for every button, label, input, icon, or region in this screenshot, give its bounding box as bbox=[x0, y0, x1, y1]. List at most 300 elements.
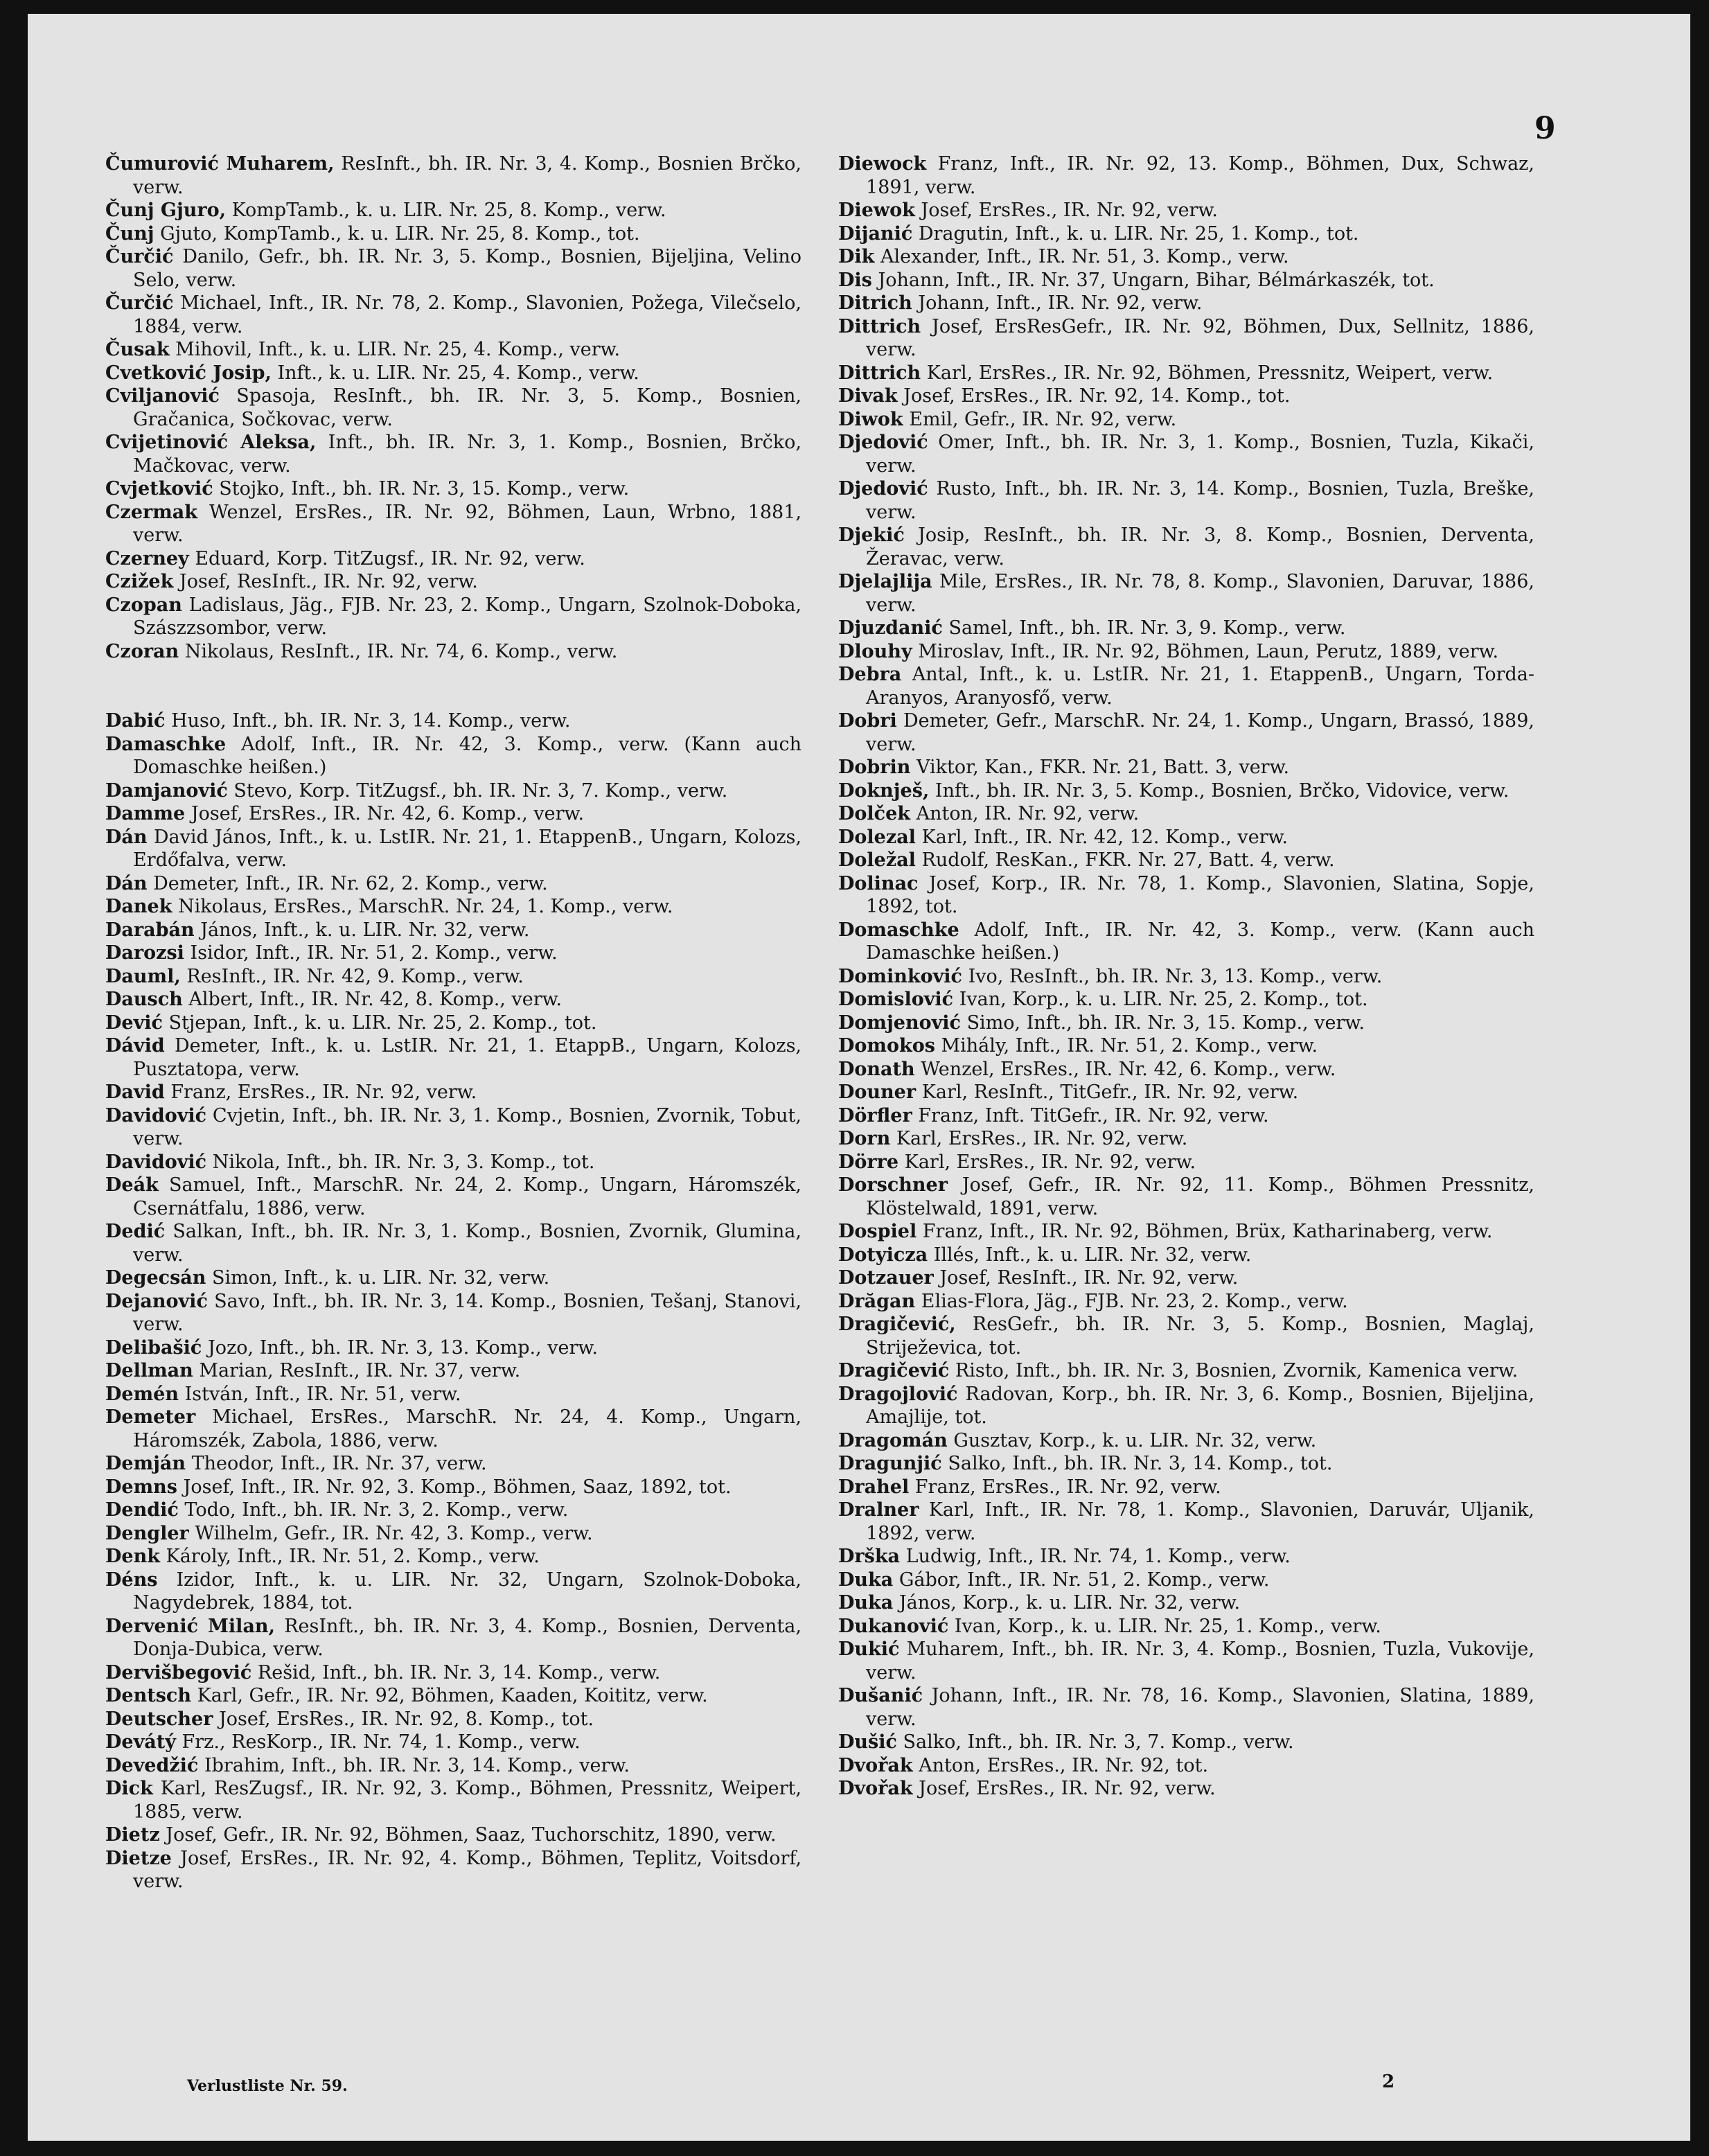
left-column bbox=[105, 152, 802, 1893]
entry-name: Demeter bbox=[105, 1406, 196, 1428]
list-entry bbox=[105, 1081, 802, 1104]
list-entry bbox=[105, 199, 802, 222]
entry-details: Risto, Inft., bh. IR. Nr. 3, Bosnien, Zvornik, Kamenica verw. bbox=[955, 1360, 1518, 1381]
list-entry bbox=[838, 1476, 1534, 1499]
list-entry bbox=[838, 779, 1534, 803]
right-column-entries bbox=[838, 152, 1534, 1801]
entry-details: David János, Inft., k. u. LstIR. Nr. 21, 1. EtappenB., Ungarn, Kolozs, Erdőfalva, verw. bbox=[133, 826, 802, 871]
list-entry bbox=[105, 1684, 802, 1708]
entry-name: Dijanić bbox=[838, 222, 913, 245]
entry-details: Josef, ErsRes., IR. Nr. 92, 8. Komp., tot. bbox=[218, 1708, 594, 1730]
entry-details: Frz., ResKorp., IR. Nr. 74, 1. Komp., verw. bbox=[181, 1731, 581, 1753]
entry-details: Wilhelm, Gefr., IR. Nr. 42, 3. Komp., verw. bbox=[195, 1522, 593, 1544]
entry-details: Eduard, Korp. TitZugsf., IR. Nr. 92, verw. bbox=[195, 547, 585, 569]
entry-details: Demeter, Inft., IR. Nr. 62, 2. Komp., verw. bbox=[153, 872, 548, 894]
entry-details: Demeter, Inft., k. u. LstIR. Nr. 21, 1. EtappB., Ungarn, Kolozs, Pusztatopa, verw. bbox=[133, 1035, 802, 1080]
entry-details: János, Korp., k. u. LIR. Nr. 32, verw. bbox=[898, 1592, 1241, 1614]
entry-details: Inft., k. u. LIR. Nr. 25, 4. Komp., verw. bbox=[277, 362, 639, 384]
entry-name: Dević bbox=[105, 1011, 163, 1034]
entry-details: Samel, Inft., bh. IR. Nr. 3, 9. Komp., verw. bbox=[948, 617, 1346, 639]
entry-name: Čurčić bbox=[105, 292, 174, 314]
entry-details: Nikolaus, ErsRes., MarschR. Nr. 24, 1. Komp., verw. bbox=[178, 896, 673, 917]
list-entry bbox=[838, 1104, 1534, 1128]
entry-details: Karl, ErsRes., IR. Nr. 92, Böhmen, Pressnitz, Weipert, verw. bbox=[926, 362, 1494, 384]
entry-details: Karl, ResZugsf., IR. Nr. 92, 3. Komp., Böhmen, Pressnitz, Weipert, 1885, verw. bbox=[133, 1778, 802, 1823]
list-entry bbox=[105, 1476, 802, 1499]
entry-name: Demén bbox=[105, 1383, 179, 1405]
list-entry bbox=[105, 385, 802, 431]
entry-details: Josef, ErsRes., IR. Nr. 42, 6. Komp., verw. bbox=[191, 803, 585, 824]
entry-details: Simo, Inft., bh. IR. Nr. 3, 15. Komp., verw. bbox=[966, 1011, 1365, 1034]
entry-name: Dengler bbox=[105, 1522, 189, 1544]
entry-details: Josef, ErsResGefr., IR. Nr. 92, Böhmen, Dux, Sellnitz, 1886, verw. bbox=[866, 315, 1534, 360]
entry-details: Simon, Inft., k. u. LIR. Nr. 32, verw. bbox=[212, 1267, 550, 1289]
list-entry bbox=[838, 919, 1534, 965]
entry-details: Emil, Gefr., IR. Nr. 92, verw. bbox=[909, 408, 1177, 430]
entry-details: Ladislaus, Jäg., FJB. Nr. 23, 2. Komp., Ungarn, Szolnok-Doboka, Szászzsombor, verw. bbox=[133, 594, 802, 639]
entry-details: Josef, Inft., IR. Nr. 92, 3. Komp., Böhmen, Saaz, 1892, tot. bbox=[183, 1476, 732, 1498]
entry-details: Inft., bh. IR. Nr. 3, 1. Komp., Bosnien, Brčko, Mačkovac, verw. bbox=[133, 432, 802, 477]
entry-name: Dedić bbox=[105, 1221, 166, 1242]
list-entry bbox=[105, 1615, 802, 1661]
list-entry bbox=[838, 1638, 1534, 1684]
list-entry bbox=[838, 756, 1534, 779]
list-entry bbox=[838, 1290, 1534, 1314]
list-entry bbox=[105, 802, 802, 826]
entry-name: Dán bbox=[105, 872, 148, 894]
entry-name: Dominković bbox=[838, 965, 962, 987]
entry-name: Dolinac bbox=[838, 872, 919, 894]
list-entry bbox=[105, 895, 802, 919]
entry-name: Degecsán bbox=[105, 1267, 206, 1289]
entry-name: Dragunjić bbox=[838, 1453, 942, 1474]
entry-details: Salko, Inft., bh. IR. Nr. 3, 14. Komp., tot. bbox=[948, 1453, 1333, 1474]
entry-name: Diewock bbox=[838, 153, 927, 175]
entry-details: Todo, Inft., bh. IR. Nr. 3, 2. Komp., verw. bbox=[184, 1499, 569, 1521]
entry-name: Doležal bbox=[838, 849, 916, 871]
entry-name: Dralner bbox=[838, 1499, 919, 1521]
entry-name: Dolček bbox=[838, 803, 911, 824]
entry-details: Muharem, Inft., bh. IR. Nr. 3, 4. Komp., Bosnien, Tuzla, Vukovije, verw. bbox=[866, 1638, 1534, 1684]
list-entry bbox=[105, 594, 802, 640]
page bbox=[28, 14, 1690, 2141]
entry-name: Danek bbox=[105, 896, 172, 917]
signature-mark: 2 bbox=[1382, 2071, 1395, 2092]
entry-name: Devedžić bbox=[105, 1754, 199, 1776]
entry-name: Dittrich bbox=[838, 315, 921, 337]
list-entry bbox=[838, 245, 1534, 269]
entry-name: Čumurović Muharem, bbox=[105, 153, 335, 175]
entry-details: Rešid, Inft., bh. IR. Nr. 3, 14. Komp., verw. bbox=[257, 1661, 661, 1684]
list-entry bbox=[838, 709, 1534, 756]
entry-details: Omer, Inft., bh. IR. Nr. 3, 1. Komp., Bosnien, Tuzla, Kikači, verw. bbox=[866, 432, 1534, 477]
entry-name: Djekić bbox=[838, 524, 905, 546]
right-column bbox=[838, 152, 1534, 1801]
entry-name: Dietze bbox=[105, 1847, 172, 1869]
entry-details: Anton, IR. Nr. 92, verw. bbox=[916, 803, 1140, 824]
entry-name: Dragičević bbox=[838, 1360, 950, 1381]
entry-details: Albert, Inft., IR. Nr. 42, 8. Komp., verw. bbox=[188, 989, 563, 1010]
list-entry bbox=[838, 1058, 1534, 1081]
entry-name: Dlouhy bbox=[838, 640, 912, 662]
list-entry bbox=[838, 524, 1534, 570]
list-entry bbox=[105, 1569, 802, 1615]
entry-name: Dörfler bbox=[838, 1104, 912, 1126]
list-entry bbox=[838, 1011, 1534, 1035]
entry-name: Čusak bbox=[105, 339, 170, 360]
entry-name: Dvořak bbox=[838, 1778, 913, 1799]
list-entry bbox=[105, 1174, 802, 1220]
entry-details: ResGefr., bh. IR. Nr. 3, 5. Komp., Bosnien, Maglaj, Striježevica, tot. bbox=[866, 1314, 1534, 1359]
list-entry bbox=[105, 965, 802, 989]
entry-details: Josef, ErsRes., IR. Nr. 92, verw. bbox=[921, 200, 1218, 221]
list-entry bbox=[838, 1591, 1534, 1615]
entry-name: Dietz bbox=[105, 1824, 160, 1846]
list-entry bbox=[838, 1383, 1534, 1429]
list-entry bbox=[105, 338, 802, 362]
entry-details: Samuel, Inft., MarschR. Nr. 24, 2. Komp., Ungarn, Háromszék, Csernátfalu, 1886, verw. bbox=[133, 1174, 802, 1219]
list-entry bbox=[838, 292, 1534, 315]
entry-name: David bbox=[105, 1081, 165, 1103]
list-entry bbox=[838, 988, 1534, 1011]
entry-name: Dobri bbox=[838, 710, 897, 732]
list-entry bbox=[838, 1266, 1534, 1290]
entry-name: Dragomán bbox=[838, 1429, 948, 1451]
entry-details: Franz, ErsRes., IR. Nr. 92, verw. bbox=[170, 1081, 477, 1103]
list-entry bbox=[838, 1174, 1534, 1220]
entry-name: Dabić bbox=[105, 710, 166, 732]
list-entry bbox=[105, 1777, 802, 1823]
entry-details: Adolf, Inft., IR. Nr. 42, 3. Komp., verw. (Kann auch Damaschke heißen.) bbox=[866, 919, 1534, 964]
entry-name: Dospiel bbox=[838, 1221, 917, 1242]
list-entry bbox=[838, 1429, 1534, 1453]
entry-name: Dis bbox=[838, 269, 872, 291]
list-entry bbox=[105, 1011, 802, 1035]
entry-details: Josef, Gefr., IR. Nr. 92, 11. Komp., Böhmen Pressnitz, Klöstelwald, 1891, verw. bbox=[866, 1174, 1535, 1219]
entry-details: Karl, Gefr., IR. Nr. 92, Böhmen, Kaaden, Koititz, verw. bbox=[197, 1685, 708, 1706]
list-entry bbox=[838, 1684, 1534, 1731]
entry-details: Franz, Inft. TitGefr., IR. Nr. 92, verw. bbox=[918, 1104, 1269, 1126]
list-entry bbox=[105, 222, 802, 246]
entry-details: Josef, ErsRes., IR. Nr. 92, 4. Komp., Böhmen, Teplitz, Voitsdorf, verw. bbox=[133, 1847, 802, 1892]
list-entry bbox=[105, 431, 802, 477]
entry-name: Donath bbox=[838, 1058, 915, 1080]
entry-name: Diwok bbox=[838, 408, 903, 430]
entry-name: Dorschner bbox=[838, 1174, 948, 1196]
list-entry bbox=[105, 1336, 802, 1360]
entry-name: Dolezal bbox=[838, 826, 916, 848]
entry-details: Karl, Inft., IR. Nr. 78, 1. Komp., Slavonien, Daruvár, Uljanik, 1892, verw. bbox=[866, 1499, 1534, 1544]
entry-details: Izidor, Inft., k. u. LIR. Nr. 32, Ungarn, Szolnok-Doboka, Nagydebrek, 1884, tot. bbox=[133, 1569, 802, 1614]
list-entry bbox=[105, 501, 802, 547]
entry-name: Dittrich bbox=[838, 362, 921, 384]
entry-details: Nikolaus, ResInft., IR. Nr. 74, 6. Komp., verw. bbox=[184, 640, 618, 662]
entry-name: Dick bbox=[105, 1778, 153, 1799]
entry-details: Wenzel, ErsRes., IR. Nr. 92, Böhmen, Laun, Wrbno, 1881, verw. bbox=[133, 501, 802, 546]
entry-details: Isidor, Inft., IR. Nr. 51, 2. Komp., verw. bbox=[190, 942, 558, 964]
entry-details: Michael, Inft., IR. Nr. 78, 2. Komp., Slavonien, Požega, Vilečselo, 1884, verw. bbox=[133, 292, 802, 337]
entry-name: Domislović bbox=[838, 989, 954, 1010]
entry-details: Rusto, Inft., bh. IR. Nr. 3, 14. Komp., Bosnien, Tuzla, Breške, verw. bbox=[866, 478, 1535, 523]
list-entry bbox=[105, 570, 802, 594]
entry-details: Ivan, Korp., k. u. LIR. Nr. 25, 2. Komp., tot. bbox=[959, 989, 1368, 1010]
entry-name: Czerney bbox=[105, 547, 189, 569]
entry-name: Delibašić bbox=[105, 1336, 202, 1359]
entry-details: Radovan, Korp., bh. IR. Nr. 3, 6. Komp., Bosnien, Bijeljina, Amajlije, tot. bbox=[866, 1383, 1534, 1428]
entry-name: Dušanić bbox=[838, 1685, 923, 1706]
entry-name: Domaschke bbox=[838, 919, 959, 941]
entry-name: Drška bbox=[838, 1546, 901, 1567]
entry-details: Theodor, Inft., IR. Nr. 37, verw. bbox=[191, 1453, 487, 1474]
entry-details: Karl, Inft., IR. Nr. 42, 12. Komp., verw. bbox=[921, 826, 1289, 848]
entry-name: Domokos bbox=[838, 1035, 935, 1057]
list-entry bbox=[838, 362, 1534, 385]
entry-name: Ditrich bbox=[838, 292, 912, 314]
list-entry bbox=[105, 245, 802, 292]
entry-name: Dobrin bbox=[838, 757, 911, 778]
entry-name: Dausch bbox=[105, 989, 183, 1010]
entry-details: ResInft., IR. Nr. 42, 9. Komp., verw. bbox=[186, 965, 524, 987]
list-entry bbox=[838, 477, 1534, 524]
entry-name: Dotzauer bbox=[838, 1267, 934, 1289]
entry-name: Czoran bbox=[105, 640, 179, 662]
entry-name: Devátý bbox=[105, 1731, 176, 1753]
entry-details: Ludwig, Inft., IR. Nr. 74, 1. Komp., verw. bbox=[905, 1546, 1291, 1567]
entry-details: Josef, ErsRes., IR. Nr. 92, verw. bbox=[919, 1778, 1216, 1799]
list-entry bbox=[838, 617, 1534, 640]
entry-details: Cvjetin, Inft., bh. IR. Nr. 3, 1. Komp., Bosnien, Zvornik, Tobut, verw. bbox=[133, 1104, 802, 1149]
entry-details: Marian, ResInft., IR. Nr. 37, verw. bbox=[199, 1360, 521, 1381]
entry-details: Ivo, ResInft., bh. IR. Nr. 3, 13. Komp., verw. bbox=[968, 965, 1383, 987]
entry-details: ResInft., bh. IR. Nr. 3, 4. Komp., Bosnien Brčko, verw. bbox=[133, 153, 802, 198]
list-entry bbox=[838, 1545, 1534, 1569]
entry-name: Davidović bbox=[105, 1104, 207, 1126]
entry-name: Dik bbox=[838, 246, 875, 267]
entry-name: Davidović bbox=[105, 1151, 207, 1173]
entry-name: Czižek bbox=[105, 571, 174, 592]
entry-details: Danilo, Gefr., bh. IR. Nr. 3, 5. Komp., Bosnien, Bijeljina, Velino Selo, verw. bbox=[133, 246, 802, 291]
entry-details: Ibrahim, Inft., bh. IR. Nr. 3, 14. Komp., verw. bbox=[204, 1754, 630, 1776]
entry-details: Wenzel, ErsRes., IR. Nr. 42, 6. Komp., verw. bbox=[921, 1058, 1336, 1080]
list-entry bbox=[105, 1847, 802, 1893]
list-entry bbox=[838, 1452, 1534, 1476]
list-entry bbox=[105, 733, 802, 779]
entry-name: Dervenić Milan, bbox=[105, 1615, 275, 1637]
entry-details: Gábor, Inft., IR. Nr. 51, 2. Komp., verw. bbox=[898, 1569, 1270, 1591]
list-entry bbox=[838, 1569, 1534, 1592]
entry-name: Čurčić bbox=[105, 246, 174, 267]
list-entry bbox=[838, 1151, 1534, 1174]
list-entry bbox=[105, 1290, 802, 1336]
entry-details: Mile, ErsRes., IR. Nr. 78, 8. Komp., Slavonien, Daruvar, 1886, verw. bbox=[866, 571, 1534, 616]
entry-details: Viktor, Kan., FKR. Nr. 21, Batt. 3, verw. bbox=[917, 757, 1290, 778]
entry-name: Dejanović bbox=[105, 1290, 208, 1312]
list-entry bbox=[838, 1081, 1534, 1104]
entry-name: Doknješ, bbox=[838, 779, 930, 802]
list-entry bbox=[105, 477, 802, 501]
entry-name: Cvetković Josip, bbox=[105, 362, 272, 384]
entry-details: Károly, Inft., IR. Nr. 51, 2. Komp., verw. bbox=[166, 1546, 540, 1567]
entry-name: Damjanović bbox=[105, 779, 228, 802]
entry-details: Franz, Inft., IR. Nr. 92, 13. Komp., Böhmen, Dux, Schwaz, 1891, verw. bbox=[866, 153, 1534, 198]
entry-details: Antal, Inft., k. u. LstIR. Nr. 21, 1. EtappenB., Ungarn, Torda-Aranyos, Aranyosfő, verw. bbox=[866, 664, 1534, 709]
list-entry bbox=[838, 199, 1534, 222]
entry-details: Ivan, Korp., k. u. LIR. Nr. 25, 1. Komp., verw. bbox=[954, 1615, 1381, 1637]
entry-details: Johann, Inft., IR. Nr. 92, verw. bbox=[918, 292, 1203, 314]
entry-name: Dán bbox=[105, 826, 148, 848]
entry-details: Anton, ErsRes., IR. Nr. 92, tot. bbox=[919, 1754, 1209, 1776]
entry-name: Deák bbox=[105, 1174, 159, 1196]
entry-details: Illés, Inft., k. u. LIR. Nr. 32, verw. bbox=[933, 1244, 1252, 1266]
list-entry bbox=[838, 315, 1534, 362]
list-entry bbox=[838, 1220, 1534, 1244]
list-entry bbox=[838, 872, 1534, 919]
entry-name: Dukić bbox=[838, 1638, 900, 1660]
entry-details: Alexander, Inft., IR. Nr. 51, 3. Komp., verw. bbox=[880, 246, 1289, 267]
list-entry bbox=[105, 1151, 802, 1174]
entry-details: István, Inft., IR. Nr. 51, verw. bbox=[184, 1383, 461, 1405]
entry-name: Déns bbox=[105, 1569, 158, 1591]
list-entry bbox=[105, 640, 802, 664]
list-entry bbox=[838, 1359, 1534, 1383]
list-entry bbox=[105, 362, 802, 385]
entry-details: Inft., bh. IR. Nr. 3, 5. Komp., Bosnien, Brčko, Vidovice, verw. bbox=[935, 779, 1509, 802]
entry-name: Czopan bbox=[105, 594, 182, 616]
entry-name: Dervišbegović bbox=[105, 1661, 252, 1684]
entry-details: Johann, Inft., IR. Nr. 37, Ungarn, Bihar, Bélmárkaszék, tot. bbox=[878, 269, 1435, 291]
list-entry bbox=[838, 1313, 1534, 1359]
list-entry bbox=[105, 1708, 802, 1731]
entry-name: Djedović bbox=[838, 478, 928, 500]
list-entry bbox=[105, 942, 802, 965]
list-entry bbox=[838, 826, 1534, 849]
entry-name: Dendić bbox=[105, 1499, 179, 1521]
entry-details: Miroslav, Inft., IR. Nr. 92, Böhmen, Laun, Perutz, 1889, verw. bbox=[918, 640, 1499, 662]
list-entry bbox=[105, 292, 802, 338]
entry-details: Salko, Inft., bh. IR. Nr. 3, 7. Komp., verw. bbox=[903, 1731, 1294, 1753]
entry-details: Josef, Korp., IR. Nr. 78, 1. Komp., Slavonien, Slatina, Sopje, 1892, tot. bbox=[866, 872, 1534, 917]
page-number: 9 bbox=[1534, 111, 1556, 146]
entry-details: János, Inft., k. u. LIR. Nr. 32, verw. bbox=[200, 919, 530, 941]
entry-name: Djedović bbox=[838, 432, 928, 453]
list-entry bbox=[838, 1777, 1534, 1801]
list-entry bbox=[105, 988, 802, 1011]
list-entry bbox=[105, 547, 802, 571]
list-entry bbox=[838, 849, 1534, 872]
entry-name: Dotyicza bbox=[838, 1244, 928, 1266]
entry-name: Dušić bbox=[838, 1731, 897, 1753]
footer-list-number: Verlustliste Nr. 59. bbox=[187, 2077, 348, 2095]
entry-details: Dragutin, Inft., k. u. LIR. Nr. 25, 1. Komp., tot. bbox=[918, 222, 1359, 245]
list-entry bbox=[105, 152, 802, 199]
entry-details: Josef, ResInft., IR. Nr. 92, verw. bbox=[939, 1267, 1239, 1289]
entry-name: Dentsch bbox=[105, 1685, 191, 1706]
entry-details: Franz, Inft., IR. Nr. 92, Böhmen, Brüx, Katharinaberg, verw. bbox=[922, 1221, 1493, 1242]
entry-name: Djuzdanić bbox=[838, 617, 943, 639]
list-entry bbox=[105, 1452, 802, 1476]
entry-details: KompTamb., k. u. LIR. Nr. 25, 8. Komp., verw. bbox=[231, 200, 666, 221]
entry-name: Demján bbox=[105, 1453, 186, 1474]
list-entry bbox=[105, 872, 802, 896]
entry-details: Karl, ResInft., TitGefr., IR. Nr. 92, verw. bbox=[921, 1081, 1299, 1103]
list-entry bbox=[838, 152, 1534, 199]
list-entry bbox=[838, 802, 1534, 826]
list-entry bbox=[105, 1499, 802, 1522]
list-entry bbox=[105, 1359, 802, 1383]
entry-name: Czermak bbox=[105, 501, 197, 523]
list-entry bbox=[105, 1383, 802, 1406]
list-entry bbox=[838, 431, 1534, 477]
entry-name: Douner bbox=[838, 1081, 917, 1103]
list-entry bbox=[105, 1823, 802, 1847]
entry-details: Rudolf, ResKan., FKR. Nr. 27, Batt. 4, verw. bbox=[921, 849, 1335, 871]
list-entry bbox=[105, 1406, 802, 1452]
entry-name: Domjenović bbox=[838, 1011, 961, 1034]
entry-details: Stevo, Korp. TitZugsf., bh. IR. Nr. 3, 7. Komp., verw. bbox=[233, 779, 728, 802]
entry-name: Djelajlija bbox=[838, 571, 932, 592]
entry-name: Deutscher bbox=[105, 1708, 213, 1730]
left-column-c-entries bbox=[105, 152, 802, 663]
entry-name: Čunj bbox=[105, 222, 154, 245]
list-entry bbox=[105, 779, 802, 803]
entry-name: Diewok bbox=[838, 200, 915, 221]
list-entry bbox=[838, 385, 1534, 408]
entry-details: Gjuto, KompTamb., k. u. LIR. Nr. 25, 8. Komp., tot. bbox=[160, 222, 640, 245]
list-entry bbox=[838, 222, 1534, 246]
list-entry bbox=[105, 1220, 802, 1266]
entry-name: Dorn bbox=[838, 1128, 891, 1149]
entry-name: Dragičević, bbox=[838, 1314, 956, 1335]
entry-details: Josef, Gefr., IR. Nr. 92, Böhmen, Saaz, Tuchorschitz, 1890, verw. bbox=[166, 1824, 777, 1846]
entry-details: Savo, Inft., bh. IR. Nr. 3, 14. Komp., Bosnien, Tešanj, Stanovi, verw. bbox=[133, 1290, 802, 1335]
entry-name: Cvijetinović Aleksa, bbox=[105, 432, 317, 453]
list-entry bbox=[838, 1754, 1534, 1778]
entry-details: Michael, ErsRes., MarschR. Nr. 24, 4. Komp., Ungarn, Háromszék, Zabola, 1886, verw. bbox=[133, 1406, 802, 1451]
entry-name: Duka bbox=[838, 1592, 894, 1614]
entry-name: Denk bbox=[105, 1546, 160, 1567]
entry-details: Spasoja, ResInft., bh. IR. Nr. 3, 5. Komp., Bosnien, Gračanica, Sočkovac, verw. bbox=[133, 385, 802, 430]
entry-name: Damaschke bbox=[105, 733, 227, 755]
list-entry bbox=[105, 1661, 802, 1685]
list-entry bbox=[105, 1034, 802, 1081]
list-entry bbox=[838, 269, 1534, 292]
entry-name: Damme bbox=[105, 803, 186, 824]
list-entry bbox=[105, 1104, 802, 1151]
list-entry bbox=[105, 1731, 802, 1754]
entry-details: Johann, Inft., IR. Nr. 78, 16. Komp., Slavonien, Slatina, 1889, verw. bbox=[866, 1685, 1534, 1730]
list-entry bbox=[105, 919, 802, 942]
entry-details: Demeter, Gefr., MarschR. Nr. 24, 1. Komp., Ungarn, Brassó, 1889, verw. bbox=[866, 710, 1534, 755]
entry-details: Gusztav, Korp., k. u. LIR. Nr. 32, verw. bbox=[953, 1429, 1317, 1451]
entry-name: Dukanović bbox=[838, 1615, 949, 1637]
entry-details: Jozo, Inft., bh. IR. Nr. 3, 13. Komp., verw. bbox=[207, 1336, 598, 1359]
entry-details: Nikola, Inft., bh. IR. Nr. 3, 3. Komp., tot. bbox=[212, 1151, 595, 1173]
list-entry bbox=[105, 709, 802, 733]
list-entry bbox=[838, 1615, 1534, 1638]
entry-details: Huso, Inft., bh. IR. Nr. 3, 14. Komp., verw. bbox=[171, 710, 571, 732]
list-entry bbox=[838, 1034, 1534, 1058]
entry-name: Drăgan bbox=[838, 1290, 916, 1312]
list-entry bbox=[105, 1754, 802, 1778]
entry-name: Darozsi bbox=[105, 942, 184, 964]
entry-name: Dávid bbox=[105, 1035, 165, 1057]
entry-details: ResInft., bh. IR. Nr. 3, 4. Komp., Bosnien, Derventa, Donja-Dubica, verw. bbox=[133, 1615, 802, 1660]
entry-details: Karl, ErsRes., IR. Nr. 92, verw. bbox=[904, 1151, 1196, 1173]
list-entry bbox=[105, 1522, 802, 1546]
list-entry bbox=[838, 663, 1534, 709]
entry-details: Josef, ErsRes., IR. Nr. 92, 14. Komp., tot. bbox=[903, 385, 1291, 407]
entry-name: Drahel bbox=[838, 1476, 910, 1498]
